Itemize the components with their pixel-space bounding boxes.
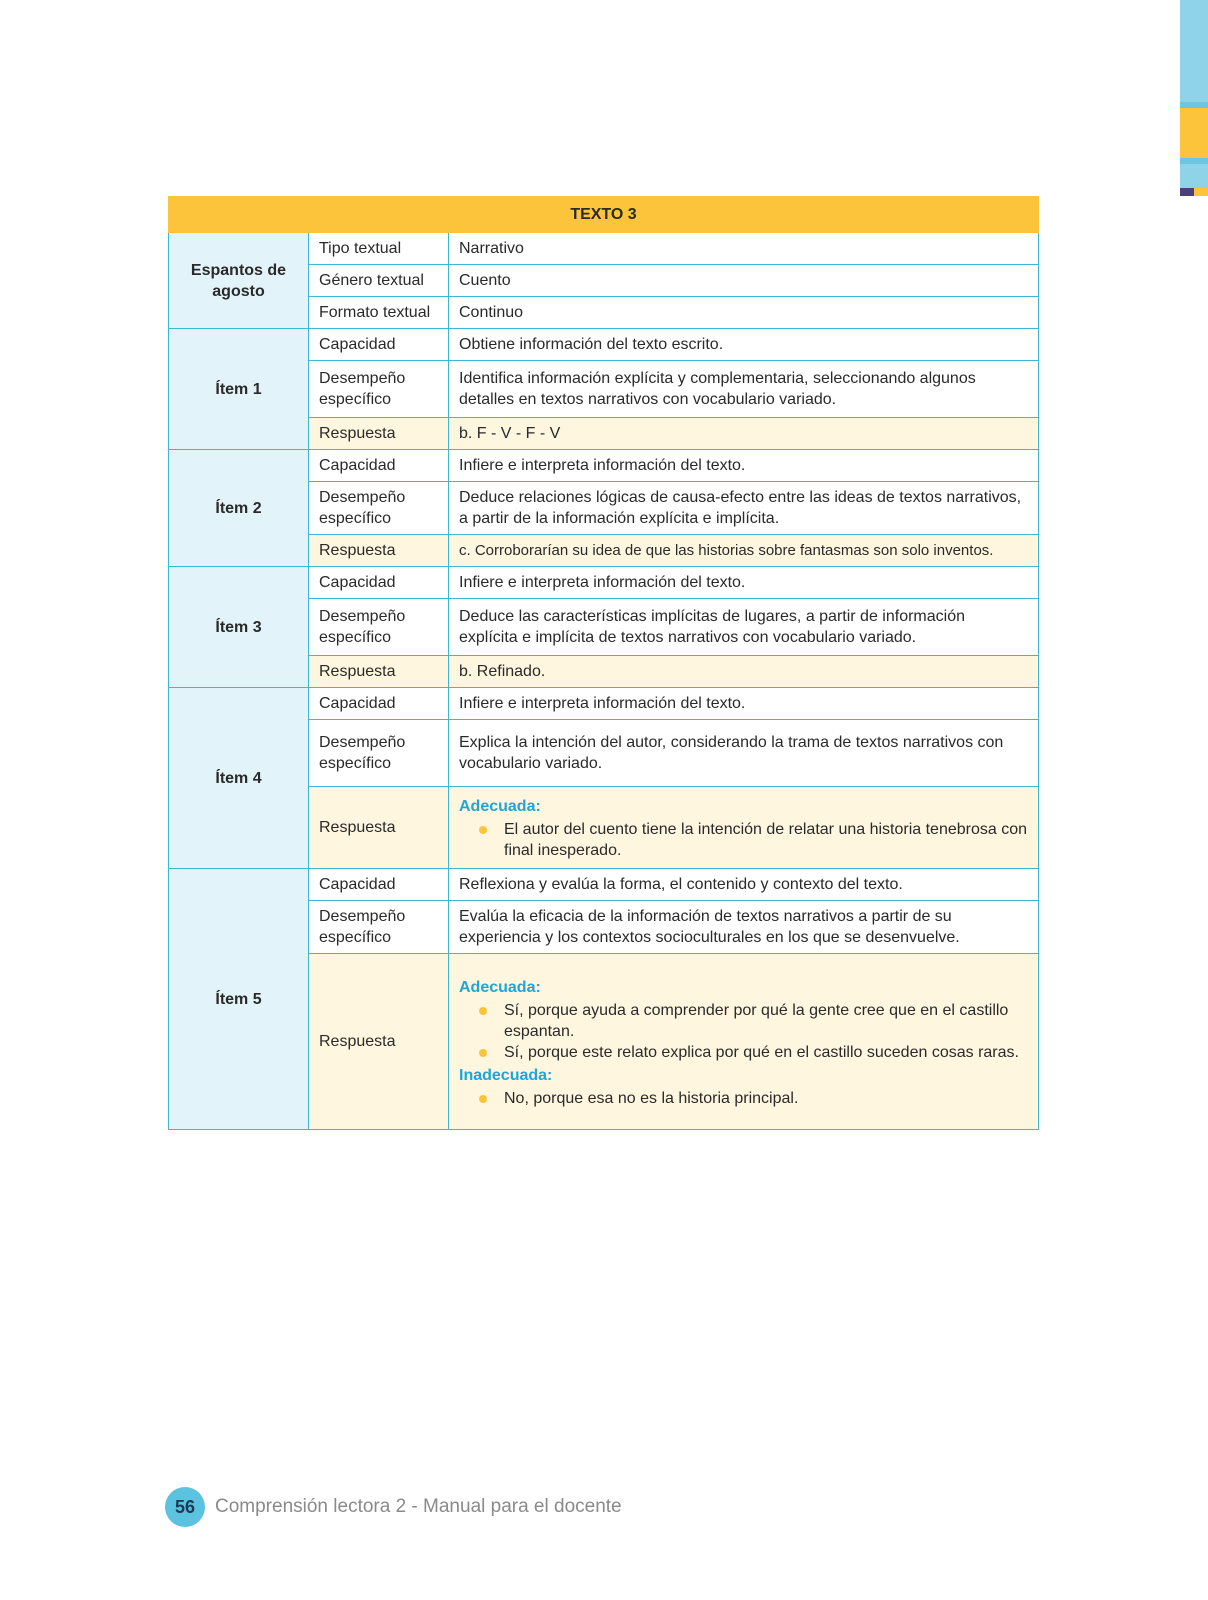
capacidad-value: Reflexiona y evalúa la forma, el contenido y contexto del texto. [449, 869, 1039, 901]
item-name: Ítem 3 [169, 567, 309, 688]
adequate-heading: Adecuada: [459, 798, 541, 815]
desempeno-value: Evalúa la eficacia de la información de textos narrativos a partir de su experiencia y los contextos socioculturales en los que se desenvuelve. [449, 901, 1039, 954]
list-item [459, 1000, 1028, 1042]
edge-tab-purple [1180, 188, 1194, 196]
capacidad-label: Capacidad [309, 450, 449, 482]
capacidad-value: Obtiene información del texto escrito. [449, 329, 1039, 361]
adequate-list [459, 1000, 1028, 1063]
respuesta-label: Respuesta [309, 656, 449, 688]
footer-title: Comprensión lectora 2 - Manual para el docente [215, 1496, 622, 1517]
desempeno-value: Identifica información explícita y complementaria, seleccionando algunos detalles en textos narrativos con vocabulario variado. [449, 361, 1039, 418]
page-footer [165, 1486, 622, 1528]
row-value: Continuo [449, 297, 1039, 329]
row-label: Tipo textual [309, 233, 449, 265]
answer-text: No, porque esa no es la historia principal. [504, 1089, 799, 1107]
answer-text: El autor del cuento tiene la intención de relatar una historia tenebrosa con final inesperado. [504, 821, 1028, 859]
edge-tab-yellow [1180, 108, 1208, 158]
item-name: Ítem 1 [169, 329, 309, 450]
respuesta-label: Respuesta [309, 954, 449, 1130]
respuesta-label: Respuesta [309, 535, 449, 567]
respuesta-label: Respuesta [309, 787, 449, 869]
answer-text: Sí, porque ayuda a comprender por qué la gente cree que en el castillo espantan. [504, 1001, 1009, 1040]
respuesta-value: c. Corroborarían su idea de que las historias sobre fantasmas son solo inventos. [449, 535, 1039, 567]
edge-tab-yellow [1194, 188, 1208, 196]
desempeno-value: Explica la intención del autor, considerando la trama de textos narrativos con vocabulario variado. [449, 720, 1039, 787]
desempeno-label: Desempeño específico [309, 901, 449, 954]
row-label: Formato textual [309, 297, 449, 329]
desempeno-label: Desempeño específico [309, 482, 449, 535]
desempeno-label: Desempeño específico [309, 720, 449, 787]
list-item [459, 1088, 1028, 1109]
row-value: Narrativo [449, 233, 1039, 265]
page-number: 56 [165, 1487, 205, 1527]
inadequate-list [459, 1088, 1028, 1109]
desempeno-label: Desempeño específico [309, 361, 449, 418]
respuesta-value [449, 787, 1039, 869]
capacidad-label: Capacidad [309, 329, 449, 361]
desempeno-label: Desempeño específico [309, 599, 449, 656]
bullet-icon [479, 1095, 487, 1103]
respuesta-value: b. F - V - F - V [449, 418, 1039, 450]
capacidad-label: Capacidad [309, 688, 449, 720]
inadequate-heading: Inadecuada: [459, 1066, 553, 1084]
desempeno-value: Deduce relaciones lógicas de causa-efecto entre las ideas de textos narrativos, a partir de la información explícita e implícita. [449, 482, 1039, 535]
capacidad-label: Capacidad [309, 869, 449, 901]
capacidad-value: Infiere e interpreta información del texto. [449, 567, 1039, 599]
list-item [459, 1042, 1028, 1063]
table-title: TEXTO 3 [169, 197, 1039, 233]
assessment-table [168, 196, 1039, 1130]
edge-tab-blue [1180, 0, 1208, 102]
item-name: Ítem 5 [169, 869, 309, 1130]
bullet-icon [479, 1007, 487, 1015]
respuesta-value [449, 954, 1039, 1130]
row-value: Cuento [449, 265, 1039, 297]
adequate-list [459, 819, 1028, 861]
edge-tab-blue [1180, 164, 1208, 188]
item-name: Ítem 2 [169, 450, 309, 567]
bullet-icon [479, 826, 487, 834]
adequate-heading: Adecuada: [459, 978, 541, 996]
item-name: Ítem 4 [169, 688, 309, 869]
bullet-icon [479, 1049, 487, 1057]
capacidad-value: Infiere e interpreta información del texto. [449, 450, 1039, 482]
respuesta-label: Respuesta [309, 418, 449, 450]
row-label: Género textual [309, 265, 449, 297]
respuesta-value: b. Refinado. [449, 656, 1039, 688]
answer-text: Sí, porque este relato explica por qué en el castillo suceden cosas raras. [504, 1043, 1019, 1061]
capacidad-value: Infiere e interpreta información del texto. [449, 688, 1039, 720]
text-name: Espantos de agosto [169, 233, 309, 329]
list-item [459, 819, 1028, 861]
desempeno-value: Deduce las características implícitas de lugares, a partir de información explícita e implícita de textos narrativos con vocabulario variado. [449, 599, 1039, 656]
capacidad-label: Capacidad [309, 567, 449, 599]
